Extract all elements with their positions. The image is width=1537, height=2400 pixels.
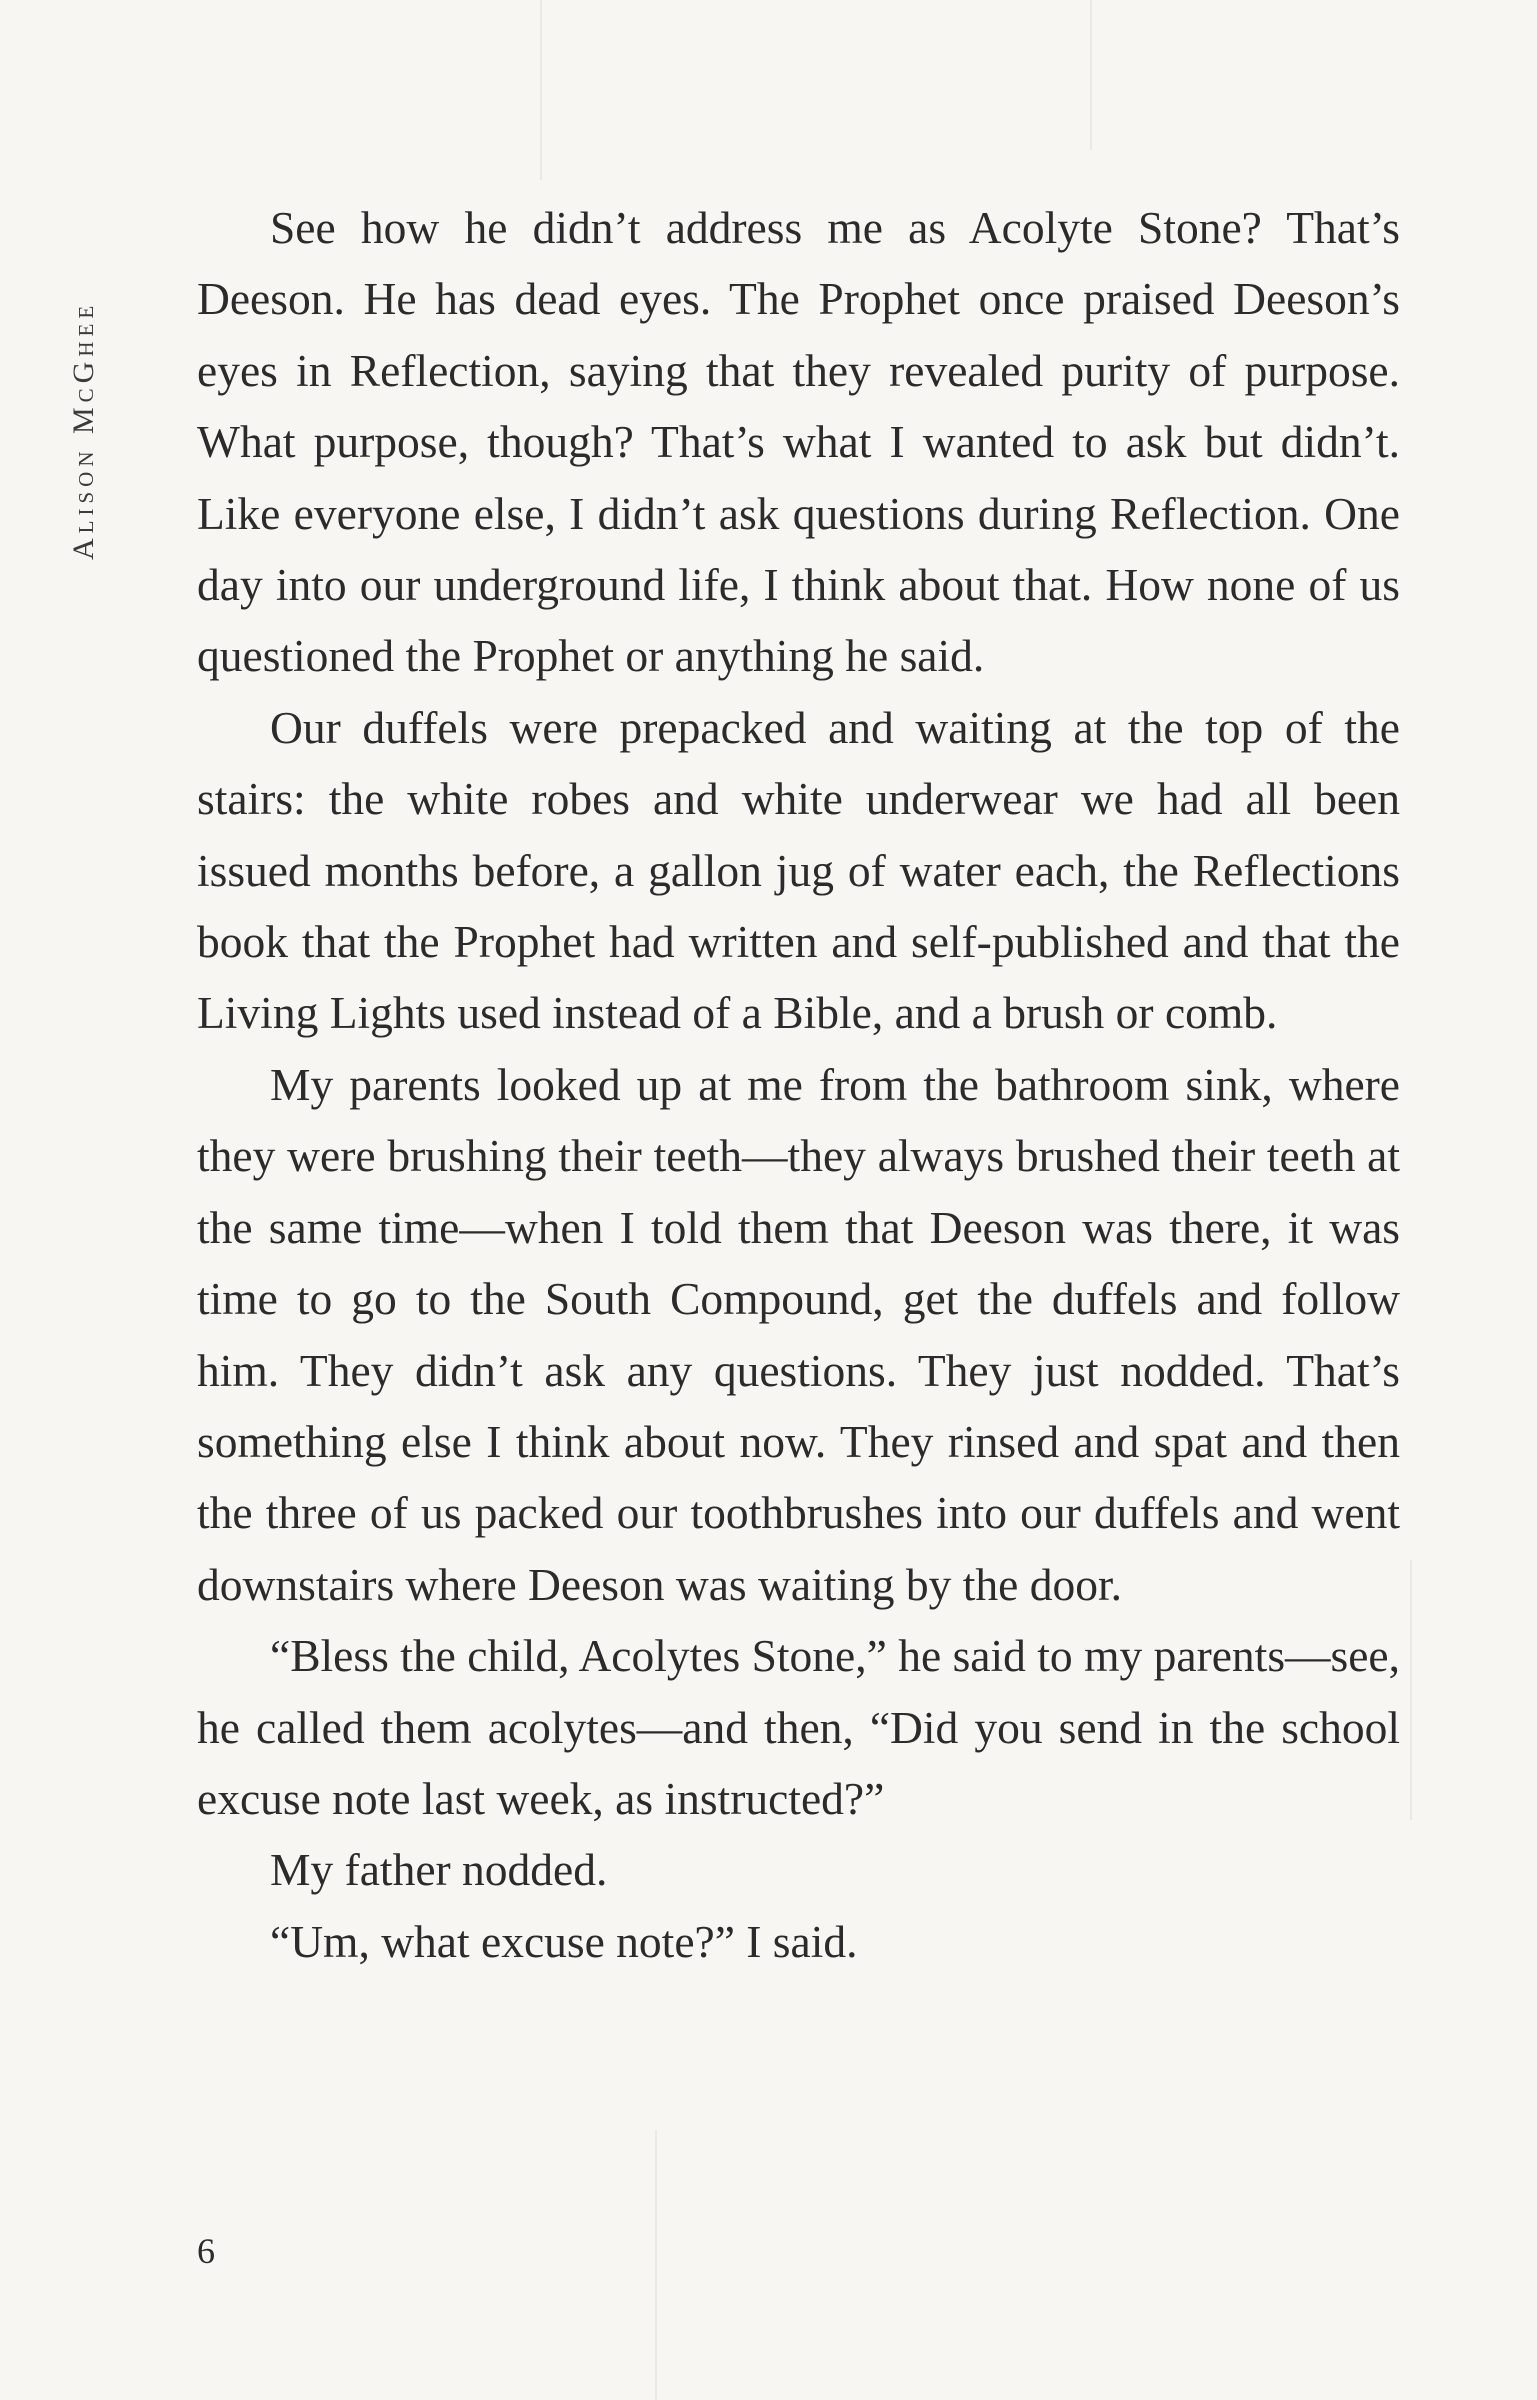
paragraph-4: “Bless the child, Acolytes Stone,” he said to my parents—see, he called them acolytes—and then, “Did you send in the school excuse note last week, as instructed?” <box>197 1630 1400 1824</box>
paragraph-2: Our duffels were prepacked and waiting at the top of the stairs: the white robes and white underwear we had all been issued months before, a gallon jug of water each, the Reflections book that the Prophet had written and self-published and that the Living Lights used instead of a Bible, and a brush or comb. <box>197 701 1400 1039</box>
running-head-author: Alison McGhee <box>67 300 100 560</box>
running-head <box>55 200 115 560</box>
paragraph-3: My parents looked up at me from the bathroom sink, where they were brushing their teeth—they always brushed their teeth at the same time—when I told them that Deeson was there, it was time to go to the South Compound, get the duffels and follow him. They didn’t ask any questions. They just nodded. That’s something else I think about now. They rinsed and spat and then the three of us packed our toothbrushes into our duffels and went downstairs where Deeson was waiting by the door. <box>197 1058 1400 1610</box>
body-text <box>197 192 1400 1977</box>
paragraph-1: See how he didn’t address me as Acolyte Stone? That’s Deeson. He has dead eyes. The Prophet once praised Deeson’s eyes in Reflection, saying that they revealed purity of purpose. What purpose, though? That’s what I wanted to ask but didn’t. Like everyone else, I didn’t ask questions during Reflection. One day into our underground life, I think about that. How none of us questioned the Prophet or anything he said. <box>197 202 1400 682</box>
paragraph-6: “Um, what excuse note?” I said. <box>270 1915 858 1967</box>
paragraph-5: My father nodded. <box>270 1844 608 1896</box>
scan-artifact <box>1410 1560 1412 1820</box>
scan-artifact <box>540 0 542 180</box>
scan-artifact <box>655 2130 657 2400</box>
page-number: 6 <box>197 2231 215 2271</box>
scan-artifact <box>1090 0 1092 150</box>
